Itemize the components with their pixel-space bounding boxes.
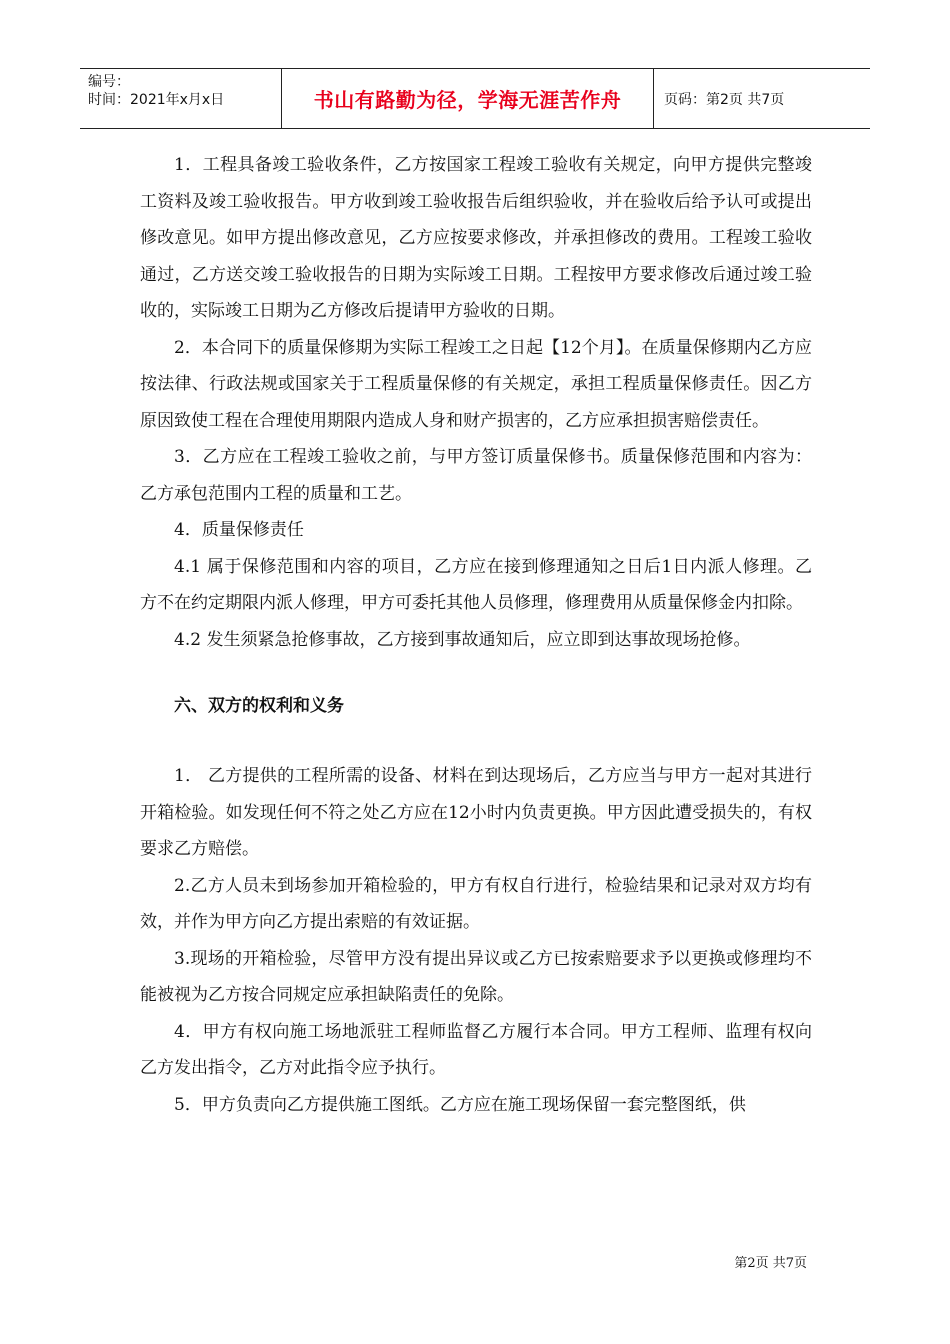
paragraph-warranty-agreement: 3．乙方应在工程竣工验收之前，与甲方签订质量保修书。质量保修范围和内容为：乙方承包范围内工程的质量和工艺。	[140, 447, 812, 504]
page-header	[80, 68, 870, 129]
paragraph-warranty-period: 2．本合同下的质量保修期为实际工程竣工之日起【12个月】。在质量保修期内乙方应按法律、行政法规或国家关于工程质量保修的有关规定，承担工程质量保修责任。因乙方原因致使工程在合理使用期限内造成人身和财产损害的，乙方应承担损害赔偿责任。	[140, 337, 812, 431]
paragraph-repair-notice: 4.1 属于保修范围和内容的项目，乙方应在接到修理通知之日后1日内派人修理。乙方不在约定期限内派人修理，甲方可委托其他人员修理，修理费用从质量保修金内扣除。	[140, 556, 812, 613]
paragraph-drawings: 5．甲方负责向乙方提供施工图纸。乙方应在施工现场保留一套完整图纸，供	[174, 1094, 746, 1115]
header-meta	[80, 69, 282, 128]
document-date-label: 时间：2021年x月x日	[88, 92, 225, 108]
header-motto: 书山有路勤为径，学海无涯苦作舟	[282, 69, 654, 128]
paragraph-acceptance: 1．工程具备竣工验收条件，乙方按国家工程竣工验收有关规定，向甲方提供完整竣工资料及竣工验收报告。甲方收到竣工验收报告后组织验收，并在验收后给予认可或提出修改意见。如甲方提出修改意见，乙方应按要求修改，并承担修改的费用。工程竣工验收通过，乙方送交竣工验收报告的日期为实际竣工日期。工程按甲方要求修改后通过竣工验收的，实际竣工日期为乙方修改后提请甲方验收的日期。	[140, 155, 812, 321]
header-page-number: 页码：第2页 共7页	[664, 91, 785, 108]
paragraph-engineer-supervision: 4．甲方有权向施工场地派驻工程师监督乙方履行本合同。甲方工程师、监理有权向乙方发出指令，乙方对此指令应予执行。	[140, 1021, 812, 1078]
paragraph-unpacking-inspection: 1． 乙方提供的工程所需的设备、材料在到达现场后，乙方应当与甲方一起对其进行开箱检验。如发现任何不符之处乙方应在12小时内负责更换。甲方因此遭受损失的，有权要求乙方赔偿。	[140, 766, 812, 859]
paragraph-warranty-responsibility: 4．质量保修责任	[174, 520, 304, 540]
document-number-label: 编号：	[88, 74, 130, 90]
paragraph-absent-inspection: 2.乙方人员未到场参加开箱检验的，甲方有权自行进行，检验结果和记录对双方均有效，并作为甲方向乙方提出索赔的有效证据。	[140, 875, 812, 932]
paragraph-defect-liability: 3.现场的开箱检验，尽管甲方没有提出异议或乙方已按索赔要求予以更换或修理均不能被视为乙方按合同规定应承担缺陷责任的免除。	[140, 948, 812, 1005]
paragraph-emergency-repair: 4.2 发生须紧急抢修事故，乙方接到事故通知后，应立即到达事故现场抢修。	[174, 629, 751, 650]
page-footer: 第2页 共7页	[734, 1256, 807, 1271]
section-heading: 六、双方的权利和义务	[174, 696, 344, 716]
document-body	[140, 147, 812, 1123]
